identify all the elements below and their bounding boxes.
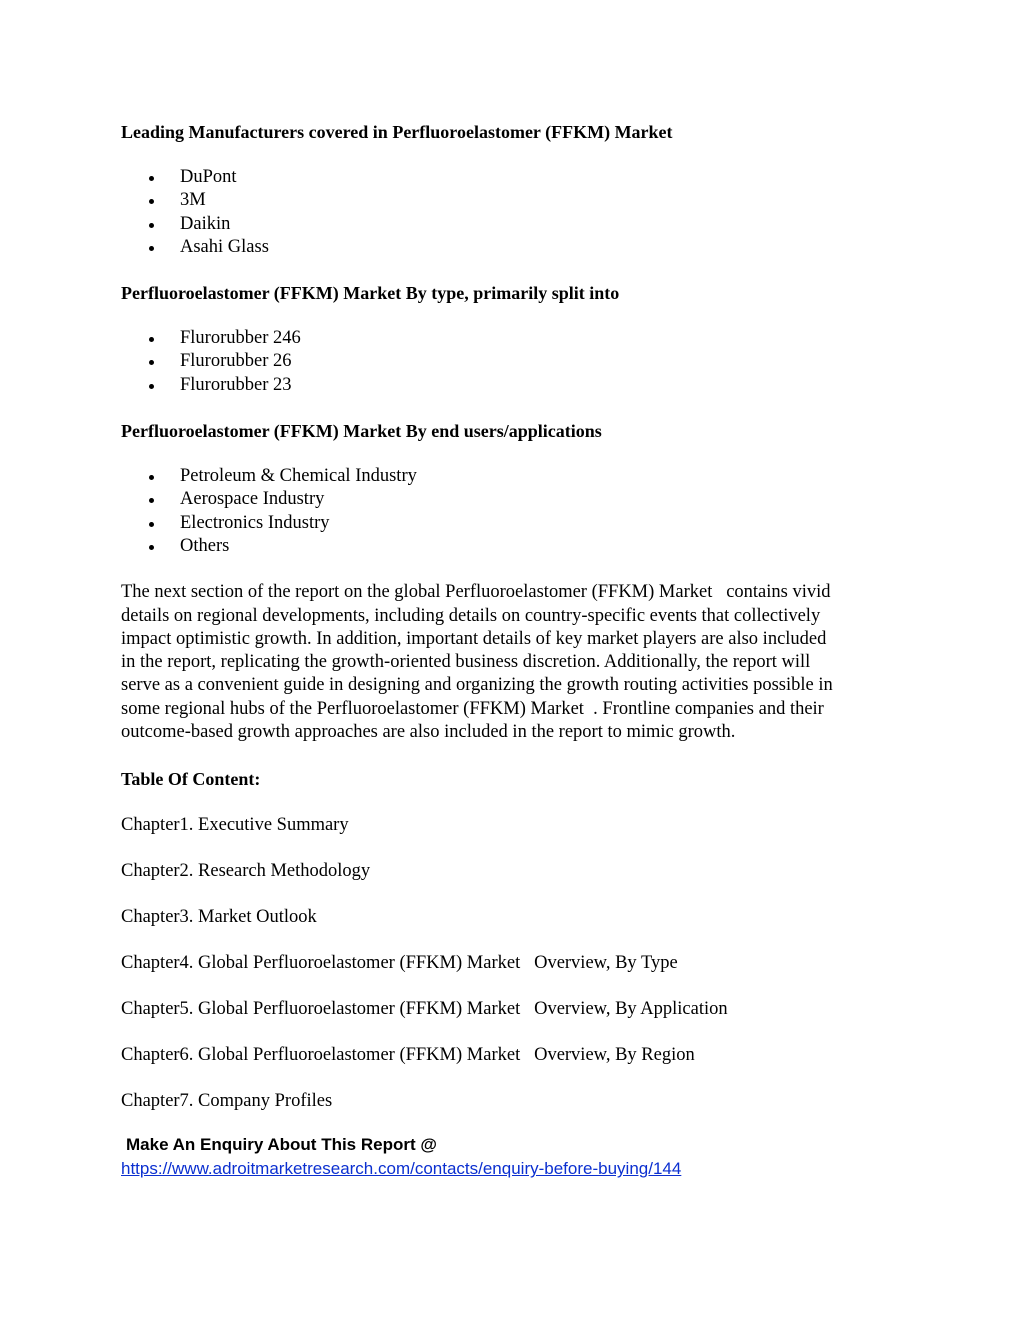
enquiry-link[interactable]: https://www.adroitmarketresearch.com/contacts/enquiry-before-buying/144	[121, 1159, 682, 1179]
list-item: Petroleum & Chemical Industry	[121, 465, 911, 488]
bullet-icon	[149, 176, 154, 181]
toc-chapter: Chapter4. Global Perfluoroelastomer (FFKM) Market Overview, By Type	[121, 953, 678, 974]
list-item: Asahi Glass	[121, 236, 911, 259]
toc-heading: Table Of Content:	[121, 769, 261, 790]
list-item: Daikin	[121, 213, 911, 236]
by-type-list	[121, 327, 911, 397]
paragraph-line: details on regional developments, including details on country-specific events that collectively	[121, 605, 821, 626]
toc-chapter: Chapter3. Market Outlook	[121, 907, 317, 928]
paragraph-line: impact optimistic growth. In addition, important details of key market players are also included	[121, 628, 827, 649]
by-application-heading: Perfluoroelastomer (FFKM) Market By end users/applications	[121, 421, 602, 442]
bullet-icon	[149, 545, 154, 550]
list-item: Flurorubber 246	[121, 327, 911, 350]
paragraph-line: outcome-based growth approaches are also included in the report to mimic growth.	[121, 722, 736, 743]
toc-chapter: Chapter7. Company Profiles	[121, 1091, 333, 1112]
list-item: 3M	[121, 189, 911, 212]
bullet-icon	[149, 199, 154, 204]
manufacturers-heading: Leading Manufacturers covered in Perfluoroelastomer (FFKM) Market	[121, 122, 673, 142]
toc-chapter: Chapter2. Research Methodology	[121, 861, 371, 882]
list-item: Flurorubber 26	[121, 350, 911, 373]
bullet-icon	[149, 498, 154, 503]
bullet-icon	[149, 337, 154, 342]
enquiry-label: Make An Enquiry About This Report @	[126, 1135, 437, 1155]
list-item: Aerospace Industry	[121, 488, 911, 511]
paragraph-line: some regional hubs of the Perfluoroelastomer (FFKM) Market . Frontline companies and their	[121, 698, 824, 719]
by-application-list	[121, 465, 911, 558]
by-type-heading: Perfluoroelastomer (FFKM) Market By type, primarily split into	[121, 283, 620, 304]
manufacturers-list	[121, 166, 911, 259]
toc-chapter: Chapter6. Global Perfluoroelastomer (FFKM) Market Overview, By Region	[121, 1045, 695, 1066]
paragraph-line: serve as a convenient guide in designing and organizing the growth routing activities possible in	[121, 675, 833, 696]
toc-chapter: Chapter5. Global Perfluoroelastomer (FFKM) Market Overview, By Application	[121, 999, 728, 1020]
bullet-icon	[149, 475, 154, 480]
paragraph-line: The next section of the report on the global Perfluoroelastomer (FFKM) Market contains vivid	[121, 582, 831, 603]
body-paragraph	[121, 581, 911, 744]
bullet-icon	[149, 384, 154, 389]
list-item: Flurorubber 23	[121, 374, 911, 397]
document-page	[121, 120, 911, 1181]
list-item: Others	[121, 535, 911, 558]
bullet-icon	[149, 360, 154, 365]
paragraph-line: in the report, replicating the growth-oriented business discretion. Additionally, the report will	[121, 652, 811, 673]
bullet-icon	[149, 223, 154, 228]
bullet-icon	[149, 246, 154, 251]
list-item: DuPont	[121, 166, 911, 189]
bullet-icon	[149, 522, 154, 527]
toc-chapter: Chapter1. Executive Summary	[121, 815, 349, 836]
list-item: Electronics Industry	[121, 512, 911, 535]
